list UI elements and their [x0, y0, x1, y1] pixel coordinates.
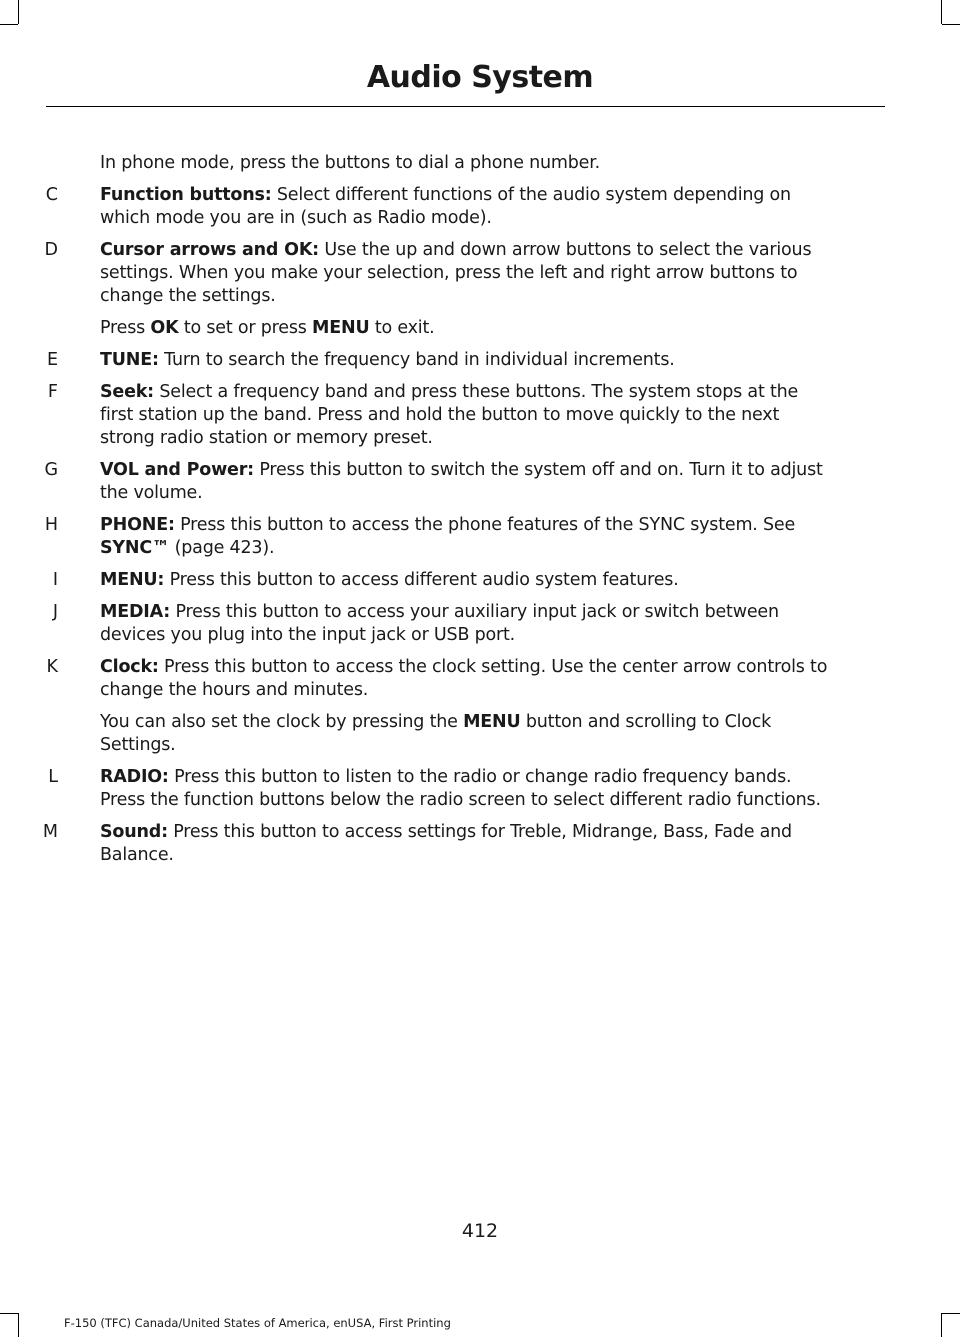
item-description [100, 711, 835, 757]
list-item [0, 766, 960, 812]
text-run: Press this button to access settings for Treble, Midrange, Bass, Fade and Balance. [100, 822, 792, 865]
list-item [0, 349, 960, 372]
item-description [100, 317, 835, 340]
item-letter: J [52, 602, 58, 622]
crop-mark-bottom-right-h [942, 1313, 960, 1314]
text-run: Press this button to switch the system off and on. Turn it to adjust the volume. [100, 460, 823, 503]
list-item [0, 656, 960, 702]
text-run: to exit. [369, 318, 435, 338]
item-letter: D [44, 240, 58, 260]
item-letter: H [44, 515, 58, 535]
bold-term: Seek: [100, 382, 154, 402]
item-letter: F [47, 382, 58, 402]
crop-mark-top-left-h [0, 24, 18, 25]
bold-term: MENU [312, 318, 370, 338]
page-title: Audio System [366, 60, 594, 95]
footer-text: F-150 (TFC) Canada/United States of America, enUSA, First Printing [64, 1316, 451, 1330]
list-item [0, 152, 960, 175]
bold-term: MENU: [100, 570, 165, 590]
bold-term: OK [150, 318, 179, 338]
bold-term: MEDIA: [100, 602, 171, 622]
list-item [0, 601, 960, 647]
item-description [100, 514, 835, 560]
item-description [100, 821, 835, 867]
bold-term: Sound: [100, 822, 168, 842]
text-run: (page 423). [169, 538, 275, 558]
item-letter: I [52, 570, 58, 590]
item-description [100, 349, 835, 372]
text-run: In phone mode, press the buttons to dial a phone number. [100, 153, 600, 173]
text-run: Turn to search the frequency band in individual increments. [158, 350, 675, 370]
bold-term: RADIO: [100, 767, 169, 787]
crop-mark-bottom-right-v [941, 1313, 942, 1337]
page-number: 412 [461, 1220, 499, 1242]
text-run: Select different functions of the audio system depending on which mode you are in (such as Radio mode). [100, 185, 791, 228]
item-letter: K [46, 657, 58, 677]
crop-mark-top-right-h [942, 24, 960, 25]
bold-term: Clock: [100, 657, 159, 677]
bold-term: Function buttons: [100, 185, 272, 205]
text-run: button and scrolling to Clock Settings. [100, 712, 772, 755]
text-run: to set or press [178, 318, 313, 338]
crop-mark-bottom-left-v [18, 1313, 19, 1337]
bold-term: VOL and Power: [100, 460, 254, 480]
text-run: Press this button to access different audio system features. [164, 570, 679, 590]
item-description [100, 766, 835, 812]
item-letter: L [48, 767, 58, 787]
list-item [0, 317, 960, 340]
list-item [0, 514, 960, 560]
item-letter: M [42, 822, 58, 842]
text-run: Press this button to access the phone features of the SYNC system. See [174, 515, 796, 535]
item-description [100, 601, 835, 647]
item-letter: C [45, 185, 58, 205]
text-run: Use the up and down arrow buttons to select the various settings. When you make your selection, press the left and right arrow buttons to change the settings. [100, 240, 812, 306]
header-divider [46, 106, 885, 107]
bold-term: Cursor arrows and OK: [100, 240, 319, 260]
item-description [100, 239, 835, 308]
item-description [100, 381, 835, 450]
list-item [0, 381, 960, 450]
list-item [0, 184, 960, 230]
bold-term: TUNE: [100, 350, 159, 370]
text-run: Press this button to listen to the radio or change radio frequency bands. Press the function buttons below the radio screen to select different radio functions. [100, 767, 821, 810]
item-letter: G [44, 460, 58, 480]
text-run: Press this button to access the clock setting. Use the center arrow controls to change the hours and minutes. [100, 657, 828, 700]
text-run: You can also set the clock by pressing the [100, 712, 464, 732]
item-description [100, 569, 835, 592]
list-item [0, 239, 960, 308]
crop-mark-top-right-v [941, 0, 942, 24]
list-item [0, 711, 960, 757]
item-description [100, 459, 835, 505]
text-run: Press this button to access your auxiliary input jack or switch between devices you plug into the input jack or USB port. [100, 602, 779, 645]
item-description [100, 184, 835, 230]
text-run: Select a frequency band and press these buttons. The system stops at the first station up the band. Press and hold the button to move quickly to the next strong radio station or memory preset. [100, 382, 799, 448]
bold-term: PHONE: [100, 515, 175, 535]
item-letter: E [46, 350, 58, 370]
list-item [0, 821, 960, 867]
bold-term: SYNC™ [100, 538, 170, 558]
bold-term: MENU [463, 712, 521, 732]
text-run: Press [100, 318, 151, 338]
crop-mark-bottom-left-h [0, 1313, 18, 1314]
list-item [0, 569, 960, 592]
list-item [0, 459, 960, 505]
entry-list [0, 152, 960, 876]
item-description [100, 656, 835, 702]
crop-mark-top-left-v [18, 0, 19, 24]
item-description [100, 152, 835, 175]
